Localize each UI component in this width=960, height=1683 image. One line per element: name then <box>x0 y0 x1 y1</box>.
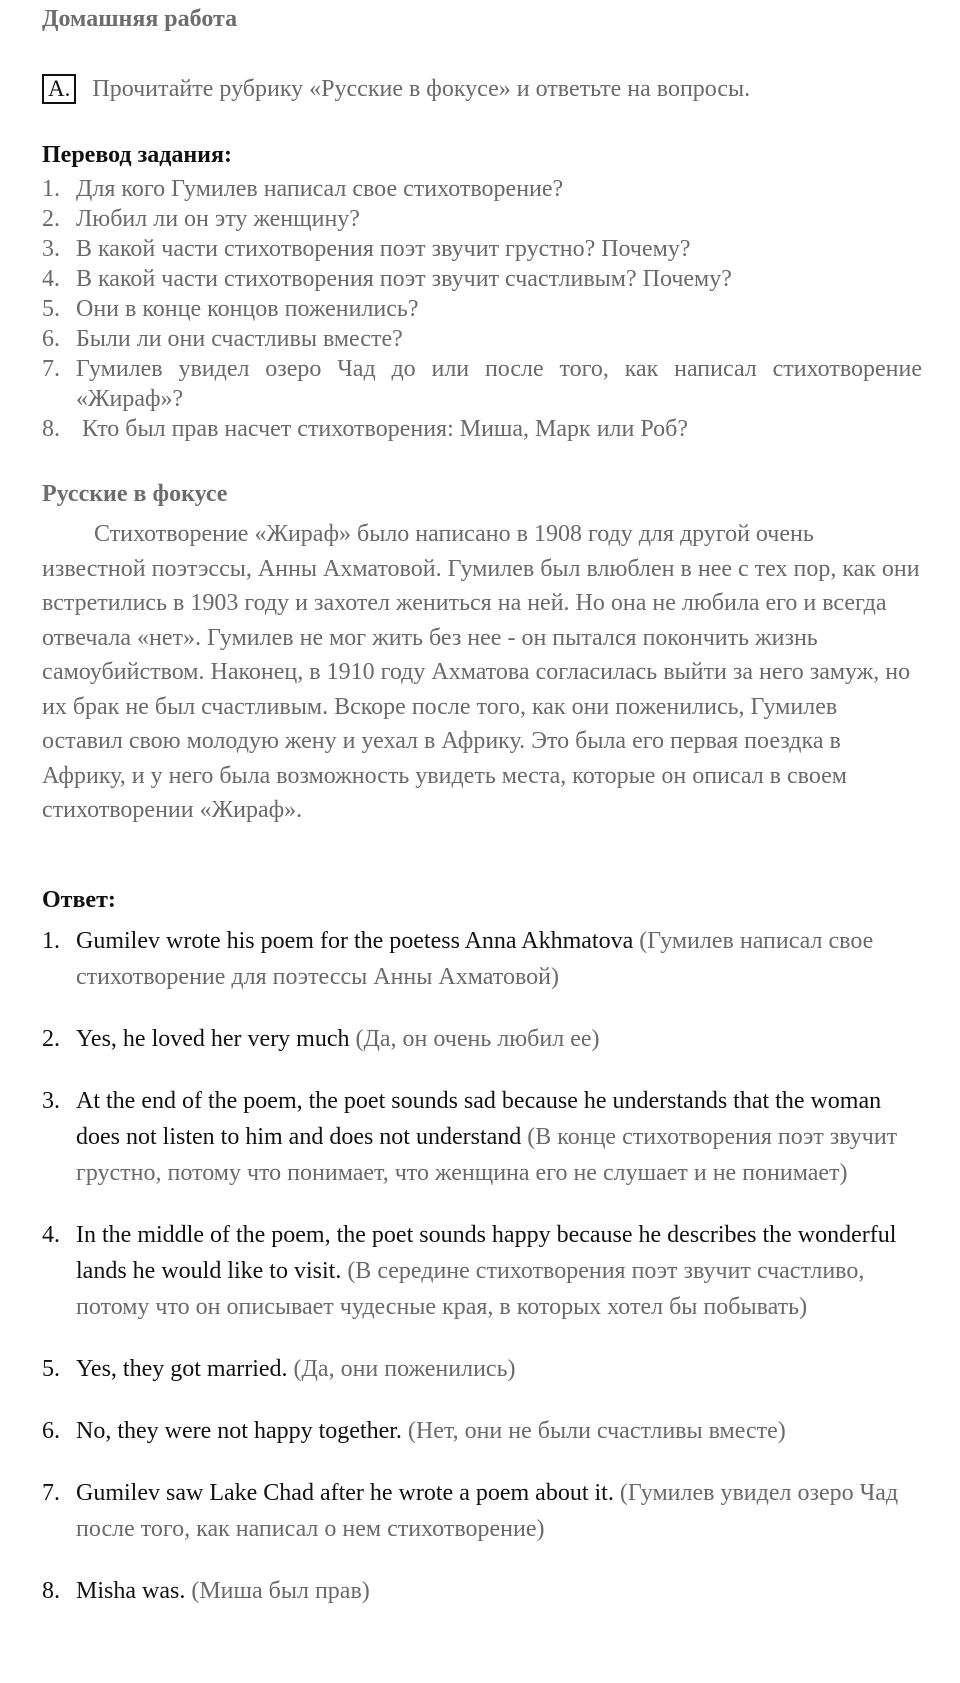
list-item: 3. At the end of the poem, the poet sounds sad because he understands that the woman does not listen to him and does not understand (В конце стихотворения поэт звучит грустно, потому что понимает, что женщина его не слушает и не понимает) <box>42 1088 898 1186</box>
page-title: Домашняя работа <box>42 6 238 32</box>
list-item: 5. Они в конце концов поженились? <box>42 296 419 322</box>
list-item: 8. Misha was. (Миша был прав) <box>42 1578 370 1604</box>
question-list <box>42 174 922 444</box>
task-instruction-line <box>42 74 750 104</box>
answer-russian: (Гумилев написал свое стихотворение для поэтессы Анны Ахматовой) <box>76 928 874 990</box>
list-item: 2. Любил ли он эту женщину? <box>42 206 360 232</box>
list-item: 1. Gumilev wrote his poem for the poetess Anna Akhmatova (Гумилев написал свое стихотворение для поэтессы Анны Ахматовой) <box>42 928 874 990</box>
focus-paragraph: Стихотворение «Жираф» было написано в 1908 году для другой очень известной поэтэссы, Анны Ахматовой. Гумилев был влюблен в нее с тех пор, как они встретились в 1903 году и захотел жениться на ней. Но она не любила его и всегда отвечала «нет». Гумилев не мог жить без нее - он пытался покончить жизнь самоубийством. Наконец, в 1910 году Ахматова согласилась выйти за него замуж, но их брак не был счастливым. Вскоре после того, как они поженились, Гумилев оставил свою молодую жену и уехал в Африку. Это была его первая поездка в Африку, и у него была возможность увидеть места, которые он описал в своем стихотворении «Жираф». <box>42 521 920 823</box>
list-item: 3. В какой части стихотворения поэт звучит грустно? Почему? <box>42 236 691 262</box>
focus-heading: Русские в фокусе <box>42 481 228 507</box>
answer-english: Yes, he loved her very much <box>76 1026 350 1052</box>
list-item: 4. In the middle of the poem, the poet sounds happy because he describes the wonderful lands he would like to visit. (В середине стихотворения поэт звучит счастливо, потому что он описывает чудесные края, в которых хотел бы побывать) <box>42 1222 897 1320</box>
answer-russian: (В конце стихотворения поэт звучит грустно, потому что понимает, что женщина его не слушает и не понимает) <box>76 1124 898 1186</box>
list-item: 5. Yes, they got married. (Да, они поженились) <box>42 1356 516 1382</box>
answer-english: No, they were not happy together. <box>76 1418 402 1444</box>
answer-english: Yes, they got married. <box>76 1356 288 1382</box>
list-item: 7. Гумилев увидел озеро Чад до или после того, как написал стихотворение «Жираф»? <box>42 356 922 412</box>
answer-english: Gumilev wrote his poem for the poetess Anna Akhmatova <box>76 928 634 954</box>
list-item: 2. Yes, he loved her very much (Да, он очень любил ее) <box>42 1026 600 1052</box>
answers-heading: Ответ: <box>42 887 116 913</box>
answer-english: Gumilev saw Lake Chad after he wrote a poem about it. <box>76 1480 614 1506</box>
task-instruction: Прочитайте рубрику «Русские в фокусе» и ответьте на вопросы. <box>92 76 751 102</box>
answer-russian: (Миша был прав) <box>191 1578 370 1604</box>
answer-english: At the end of the poem, the poet sounds sad because he understands that the woman does not listen to him and does not understand <box>76 1088 882 1150</box>
answer-english: Misha was. <box>76 1578 186 1604</box>
answer-russian: (Да, он очень любил ее) <box>355 1026 600 1052</box>
answer-russian: (Нет, они не были счастливы вместе) <box>407 1418 786 1444</box>
task-label-box: A. <box>42 74 76 104</box>
answers-list <box>42 923 922 1635</box>
answer-russian: (Да, они поженились) <box>293 1356 516 1382</box>
list-item: 6. No, they were not happy together. (Нет, они не были счастливы вместе) <box>42 1418 786 1444</box>
list-item: 8. Кто был прав насчет стихотворения: Миша, Марк или Роб? <box>42 416 688 442</box>
translation-heading: Перевод задания: <box>42 142 232 168</box>
answer-english: In the middle of the poem, the poet sounds happy because he describes the wonderful lands he would like to visit. <box>76 1222 897 1284</box>
list-item: 4. В какой части стихотворения поэт звучит счастливым? Почему? <box>42 266 732 292</box>
list-item: 6. Были ли они счастливы вместе? <box>42 326 403 352</box>
answer-russian: (Гумилев увидел озеро Чад после того, как написал о нем стихотворение) <box>76 1480 899 1542</box>
list-item: 7. Gumilev saw Lake Chad after he wrote a poem about it. (Гумилев увидел озеро Чад после того, как написал о нем стихотворение) <box>42 1480 899 1542</box>
answer-russian: (В середине стихотворения поэт звучит счастливо, потому что он описывает чудесные края, в которых хотел бы побывать) <box>76 1258 865 1320</box>
list-item: 1. Для кого Гумилев написал свое стихотворение? <box>42 176 564 202</box>
